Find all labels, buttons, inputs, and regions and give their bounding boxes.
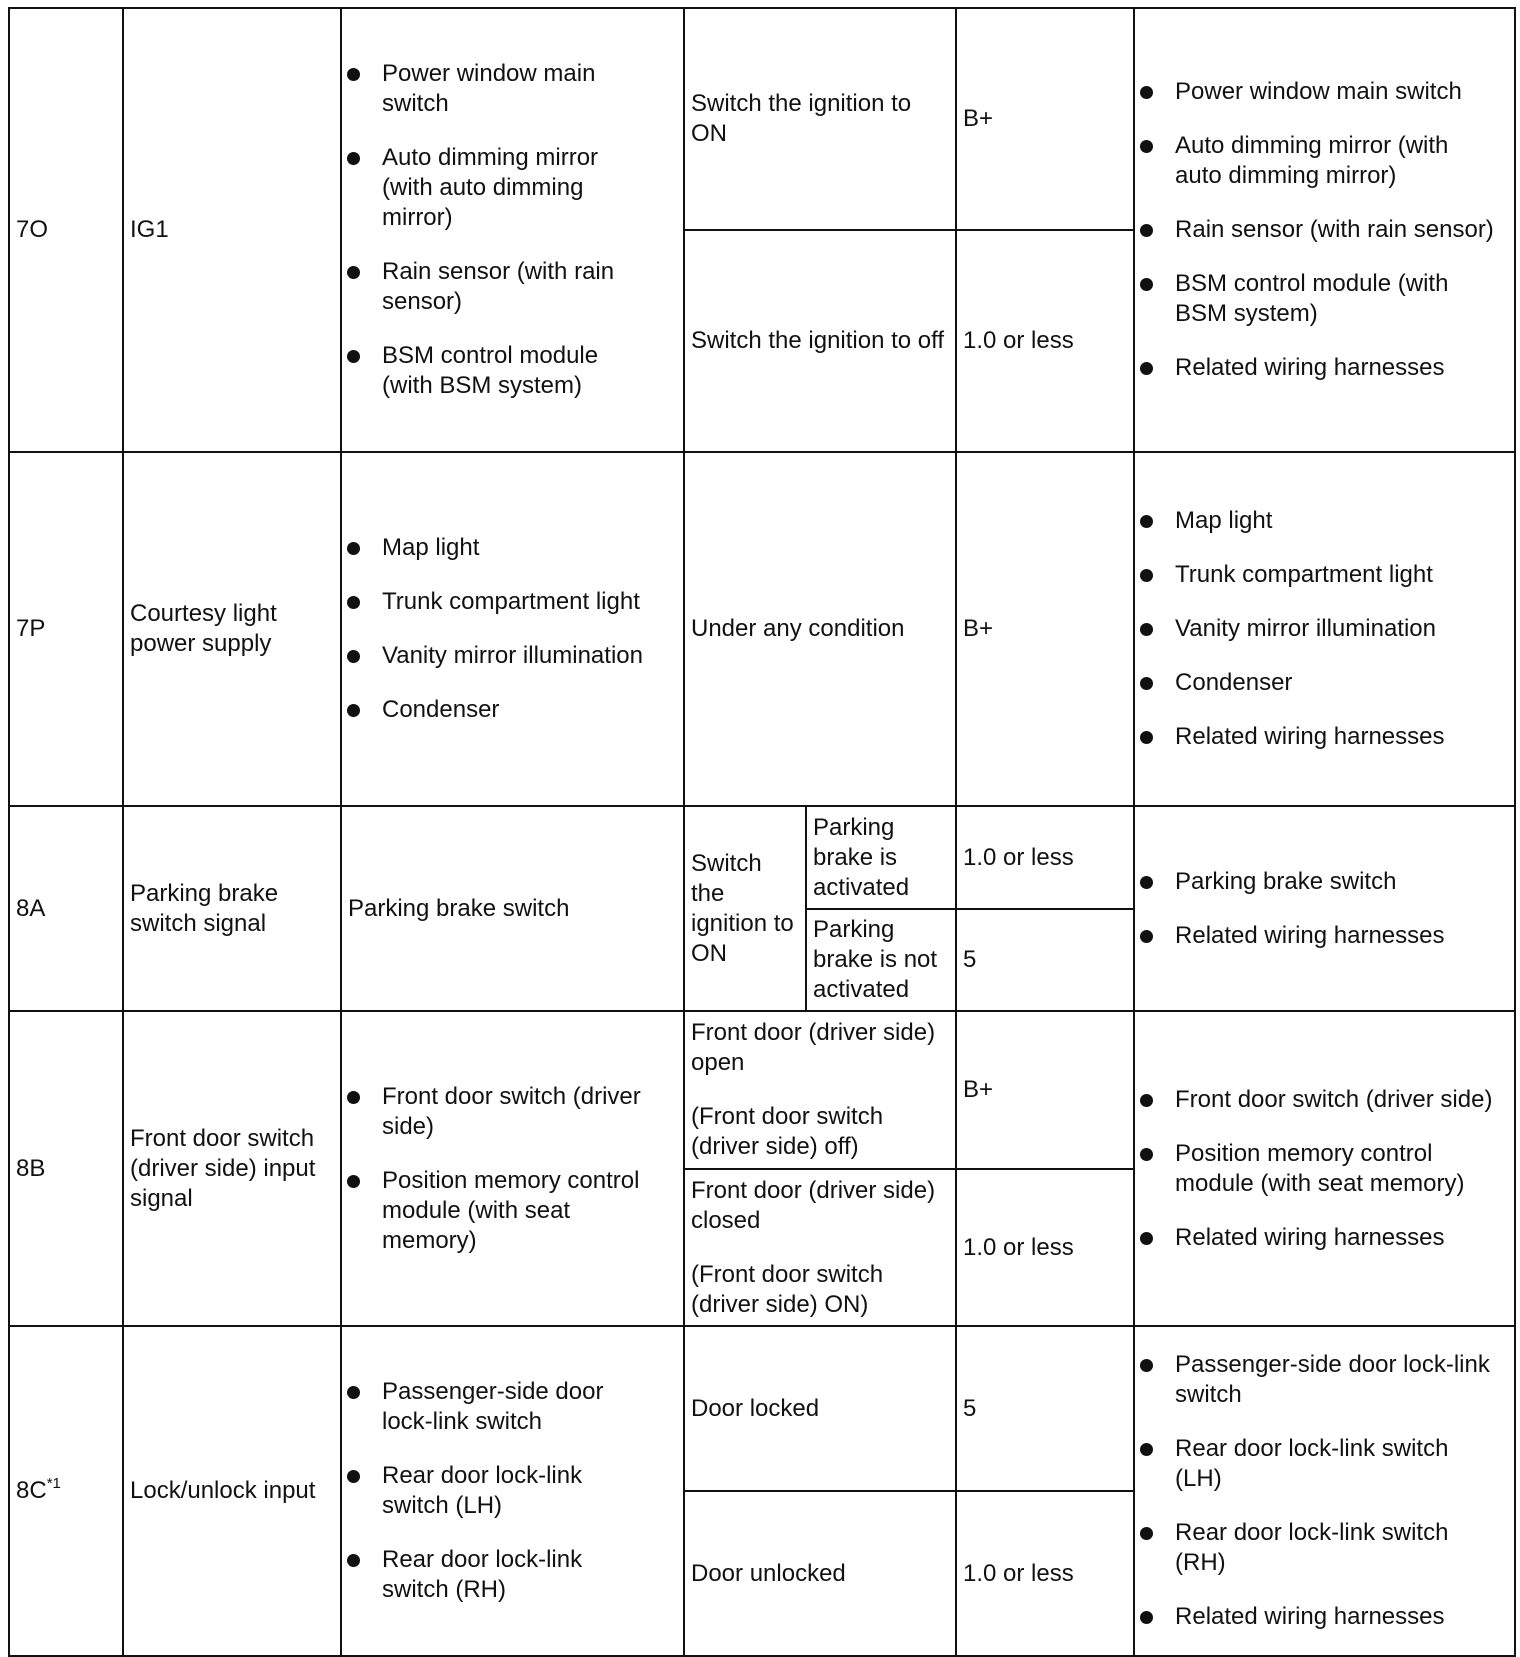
connected-to-list (382, 533, 655, 725)
bullet-icon (347, 650, 360, 663)
list-item: Related wiring harnesses (1175, 1602, 1494, 1632)
list-item: Related wiring harnesses (1175, 921, 1494, 951)
bullet-icon (1140, 1611, 1153, 1624)
list-item: Rear door lock-link switch (RH) (1175, 1518, 1494, 1578)
condition-cell: Under any condition (684, 452, 956, 806)
bullet-icon (347, 704, 360, 717)
connected-to-list (382, 59, 655, 401)
bullet-icon (1140, 1094, 1153, 1107)
terminal-cell: 7O (9, 8, 123, 452)
list-item: Passenger-side door lock-link switch (382, 1377, 655, 1437)
voltage-cell: B+ (956, 452, 1134, 806)
bullet-icon (1140, 224, 1153, 237)
signal-cell: IG1 (123, 8, 341, 452)
terminal-voltage-table (8, 7, 1516, 1657)
bullet-icon (1140, 86, 1153, 99)
voltage-cell: 1.0 or less (956, 1169, 1134, 1326)
connected-to-cell: Parking brake switch (341, 806, 684, 1011)
bullet-icon (1140, 278, 1153, 291)
bullet-icon (1140, 876, 1153, 889)
bullet-icon (347, 1470, 360, 1483)
list-item: Front door switch (driver side) (382, 1082, 655, 1142)
inspection-cell (1134, 1326, 1515, 1656)
bullet-icon (1140, 930, 1153, 943)
inspection-cell (1134, 8, 1515, 452)
terminal-cell: 7P (9, 452, 123, 806)
list-item: Vanity mirror illumination (1175, 614, 1494, 644)
condition-cell (684, 1011, 956, 1169)
condition-cell: Parking brake is not activated (806, 909, 956, 1011)
inspection-list (1175, 506, 1494, 752)
bullet-icon (1140, 1359, 1153, 1372)
list-item: Rain sensor (with rain sensor) (1175, 215, 1494, 245)
bullet-icon (1140, 569, 1153, 582)
list-item: Condenser (382, 695, 655, 725)
list-item: Related wiring harnesses (1175, 353, 1494, 383)
connected-to-list (382, 1377, 655, 1605)
list-item: Power window main switch (382, 59, 655, 119)
list-item: Rear door lock-link switch (LH) (1175, 1434, 1494, 1494)
table-row-8c (9, 1326, 1515, 1491)
list-item: BSM control module (with BSM system) (382, 341, 655, 401)
list-item: Auto dimming mirror (with auto dimming mirror) (1175, 131, 1494, 191)
terminal-voltage-table-sheet (8, 7, 1516, 1657)
list-item: Auto dimming mirror (with auto dimming mirror) (382, 143, 655, 233)
list-item: Map light (382, 533, 655, 563)
list-item: Power window main switch (1175, 77, 1494, 107)
bullet-icon (347, 266, 360, 279)
list-item: Trunk compartment light (1175, 560, 1494, 590)
condition-cell: Parking brake is activated (806, 806, 956, 909)
signal-cell: Parking brake switch signal (123, 806, 341, 1011)
list-item: Related wiring harnesses (1175, 722, 1494, 752)
list-item: Rear door lock-link switch (RH) (382, 1545, 655, 1605)
list-item: Passenger-side door lock-link switch (1175, 1350, 1494, 1410)
bullet-icon (347, 542, 360, 555)
list-item: Front door switch (driver side) (1175, 1085, 1494, 1115)
voltage-cell: 5 (956, 1326, 1134, 1491)
signal-cell: Lock/unlock input (123, 1326, 341, 1656)
list-item: Position memory control module (with seat memory) (1175, 1139, 1494, 1199)
condition-text: Front door (driver side) open (691, 1019, 936, 1076)
inspection-list (1175, 867, 1494, 951)
bullet-icon (347, 68, 360, 81)
terminal-cell: 8A (9, 806, 123, 1011)
bullet-icon (1140, 677, 1153, 690)
bullet-icon (347, 152, 360, 165)
terminal-cell: 8B (9, 1011, 123, 1326)
inspection-cell (1134, 452, 1515, 806)
voltage-cell: 5 (956, 909, 1134, 1011)
condition-cell (684, 1169, 956, 1326)
bullet-icon (347, 1386, 360, 1399)
inspection-list (1175, 1085, 1494, 1253)
list-item: Parking brake switch (1175, 867, 1494, 897)
bullet-icon (1140, 140, 1153, 153)
footnote-marker: *1 (46, 1475, 61, 1492)
table-row-8b (9, 1011, 1515, 1169)
connected-to-cell (341, 452, 684, 806)
connected-to-cell (341, 1326, 684, 1656)
list-item: Trunk compartment light (382, 587, 655, 617)
bullet-icon (1140, 515, 1153, 528)
voltage-cell: 1.0 or less (956, 806, 1134, 909)
inspection-cell (1134, 1011, 1515, 1326)
bullet-icon (347, 1091, 360, 1104)
list-item: Vanity mirror illumination (382, 641, 655, 671)
list-item: Rain sensor (with rain sensor) (382, 257, 655, 317)
bullet-icon (347, 596, 360, 609)
connected-to-cell (341, 1011, 684, 1326)
terminal-cell: $8C^{*1}$ (9, 1326, 123, 1656)
bullet-icon (1140, 362, 1153, 375)
list-item: Map light (1175, 506, 1494, 536)
voltage-cell: 1.0 or less (956, 1491, 1134, 1656)
bullet-icon (1140, 1527, 1153, 1540)
bullet-icon (1140, 731, 1153, 744)
table-row-7p (9, 452, 1515, 806)
list-item: Rear door lock-link switch (LH) (382, 1461, 655, 1521)
bullet-icon (1140, 1148, 1153, 1161)
inspection-list (1175, 1350, 1494, 1632)
bullet-icon (347, 1175, 360, 1188)
condition-text: Front door (driver side) closed (691, 1176, 936, 1234)
condition-cell: Switch the ignition to off (684, 230, 956, 452)
condition-cell: Door locked (684, 1326, 956, 1491)
list-item: Condenser (1175, 668, 1494, 698)
bullet-icon (347, 1554, 360, 1567)
bullet-icon (1140, 1443, 1153, 1456)
table-row-7o (9, 8, 1515, 230)
bullet-icon (1140, 1232, 1153, 1245)
list-item: Position memory control module (with seat memory) (382, 1166, 655, 1256)
list-item: BSM control module (with BSM system) (1175, 269, 1494, 329)
connected-to-list (382, 1082, 655, 1256)
condition-cell: Switch the ignition to ON (684, 8, 956, 230)
voltage-cell: B+ (956, 8, 1134, 230)
condition-cell: Door unlocked (684, 1491, 956, 1656)
inspection-cell (1134, 806, 1515, 1011)
list-item: Related wiring harnesses (1175, 1223, 1494, 1253)
connected-to-cell (341, 8, 684, 452)
condition-note: (Front door switch (driver side) ON) (691, 1260, 884, 1318)
condition-group-cell: Switch the ignition to ON (684, 806, 806, 1011)
bullet-icon (1140, 623, 1153, 636)
table-row-8a (9, 806, 1515, 909)
bullet-icon (347, 350, 360, 363)
signal-cell: Courtesy light power supply (123, 452, 341, 806)
voltage-cell: B+ (956, 1011, 1134, 1169)
condition-note: (Front door switch (driver side) off) (691, 1103, 884, 1160)
voltage-cell: 1.0 or less (956, 230, 1134, 452)
inspection-list (1175, 77, 1494, 383)
signal-cell: Front door switch (driver side) input signal (123, 1011, 341, 1326)
